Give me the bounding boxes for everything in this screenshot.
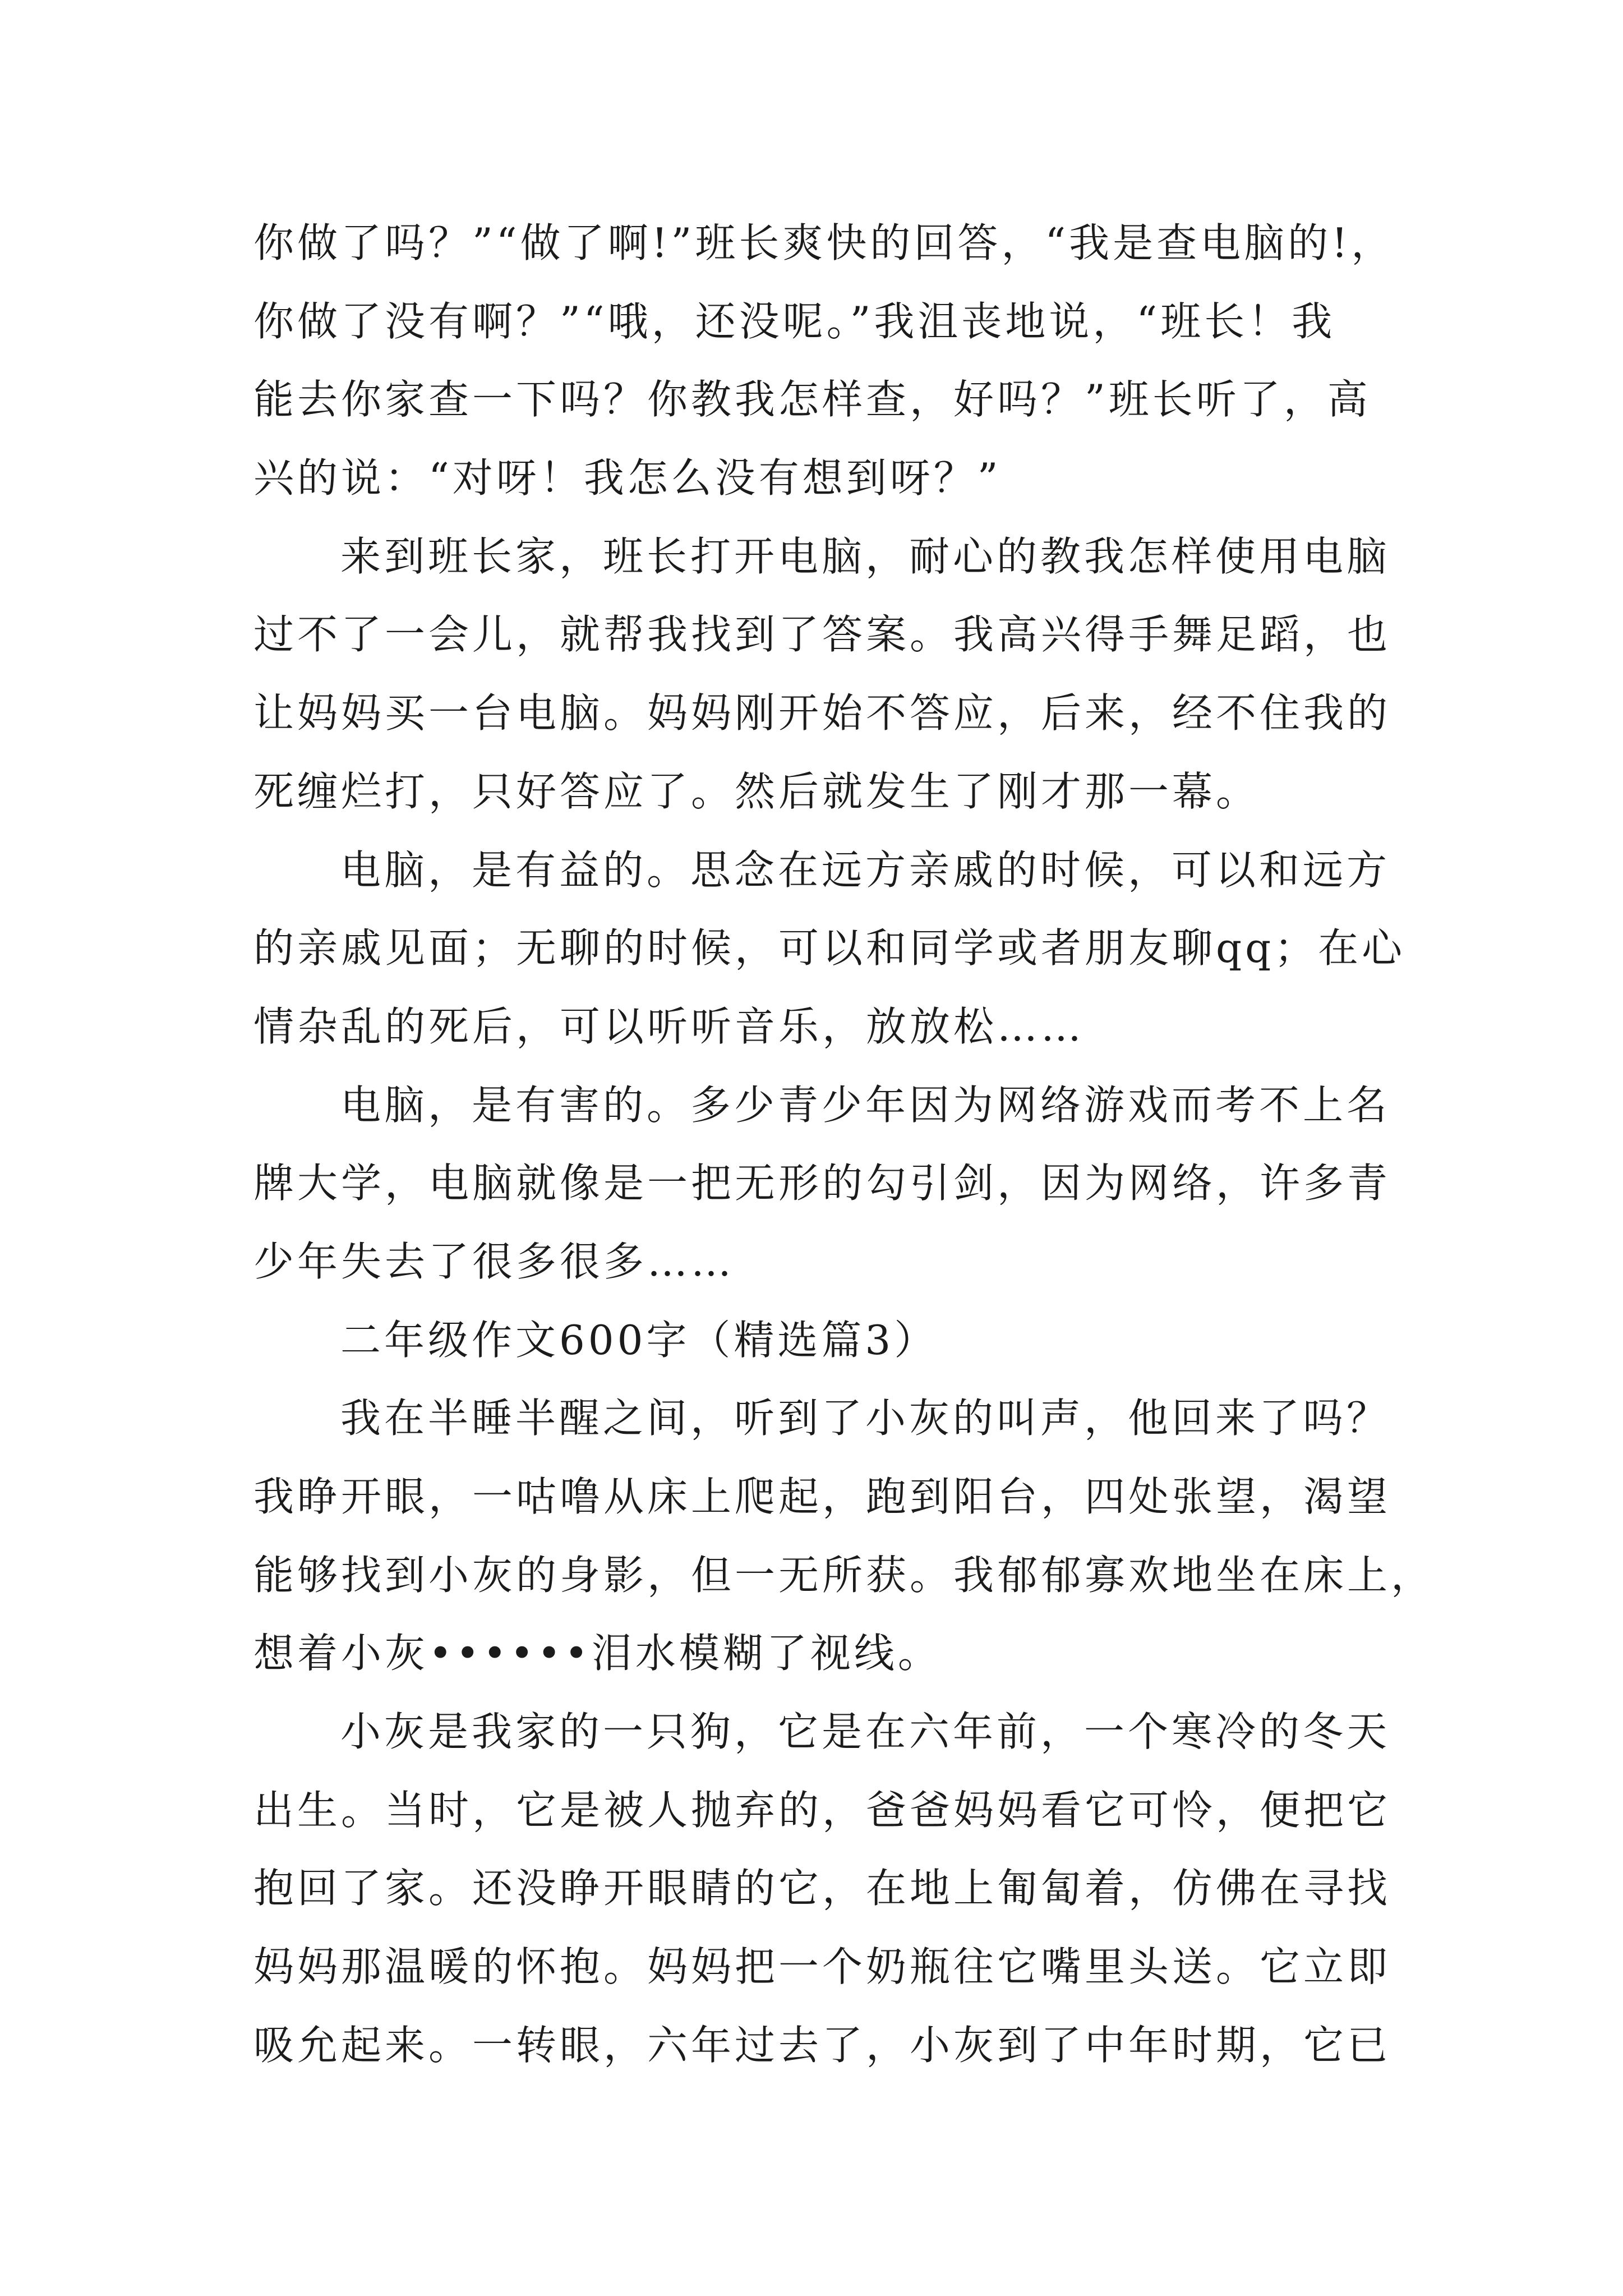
text-line: 我睁开眼，一咕噜从床上爬起，跑到阳台，四处张望，渴望 (253, 1473, 1391, 1520)
paragraph (253, 204, 1543, 518)
text-line: 让妈妈买一台电脑。妈妈刚开始不答应，后来，经不住我的 (253, 689, 1391, 737)
text-line: 死缠烂打，只好答应了。然后就发生了刚才那一幕。 (253, 767, 1260, 815)
section-heading: 二年级作文600字（精选篇3） (340, 1316, 938, 1364)
text-line: 小灰是我家的一只狗，它是在六年前，一个寒冷的冬天 (340, 1708, 1391, 1756)
paragraph (253, 831, 1543, 1066)
text-line: 电脑，是有益的。思念在远方亲戚的时候，可以和远方 (340, 846, 1391, 894)
text-line: 少年失去了很多很多…… (253, 1237, 735, 1285)
text-line: 吸允起来。一转眼，六年过去了，小灰到了中年时期，它已 (253, 2021, 1391, 2069)
text-line: 情杂乱的死后，可以听听音乐，放放松…… (253, 1002, 1085, 1050)
text-line: 你做了没有啊？”“哦，还没呢。”我沮丧地说，“班长！我 (253, 297, 1336, 345)
paragraph (253, 1066, 1543, 1301)
paragraph (253, 1693, 1543, 2085)
text-line: 抱回了家。还没睁开眼睛的它，在地上匍匐着，仿佛在寻找 (253, 1865, 1391, 1912)
text-body (253, 204, 1543, 2085)
text-line: 妈妈那温暖的怀抱。妈妈把一个奶瓶往它嘴里头送。它立即 (253, 1943, 1391, 1991)
text-line: 兴的说：“对呀！我怎么没有想到呀？” (253, 454, 1002, 502)
text-line: 过不了一会儿，就帮我找到了答案。我高兴得手舞足蹈，也 (253, 611, 1391, 659)
text-line: 想着小灰••••••泪水模糊了视线。 (253, 1630, 942, 1677)
paragraph (253, 1379, 1543, 1693)
text-line: 电脑，是有害的。多少青少年因为网络游戏而考不上名 (340, 1081, 1391, 1129)
text-line: 能够找到小灰的身影，但一无所获。我郁郁寡欢地坐在床上， (253, 1551, 1435, 1599)
text-line: 能去你家查一下吗？你教我怎样查，好吗？”班长听了，高 (253, 376, 1371, 424)
text-line: 的亲戚见面；无聊的时候，可以和同学或者朋友聊qq；在心 (253, 924, 1406, 972)
text-line: 出生。当时，它是被人抛弃的，爸爸妈妈看它可怜，便把它 (253, 1786, 1391, 1834)
text-line: 牌大学，电脑就像是一把无形的勾引剑，因为网络，许多青 (253, 1159, 1391, 1207)
text-line: 来到班长家，班长打开电脑，耐心的教我怎样使用电脑 (340, 532, 1391, 580)
paragraph (253, 518, 1543, 831)
text-line: 你做了吗？”“做了啊!”班长爽快的回答，“我是查电脑的!， (253, 219, 1395, 266)
text-line: 我在半睡半醒之间，听到了小灰的叫声，他回来了吗？ (340, 1395, 1391, 1442)
